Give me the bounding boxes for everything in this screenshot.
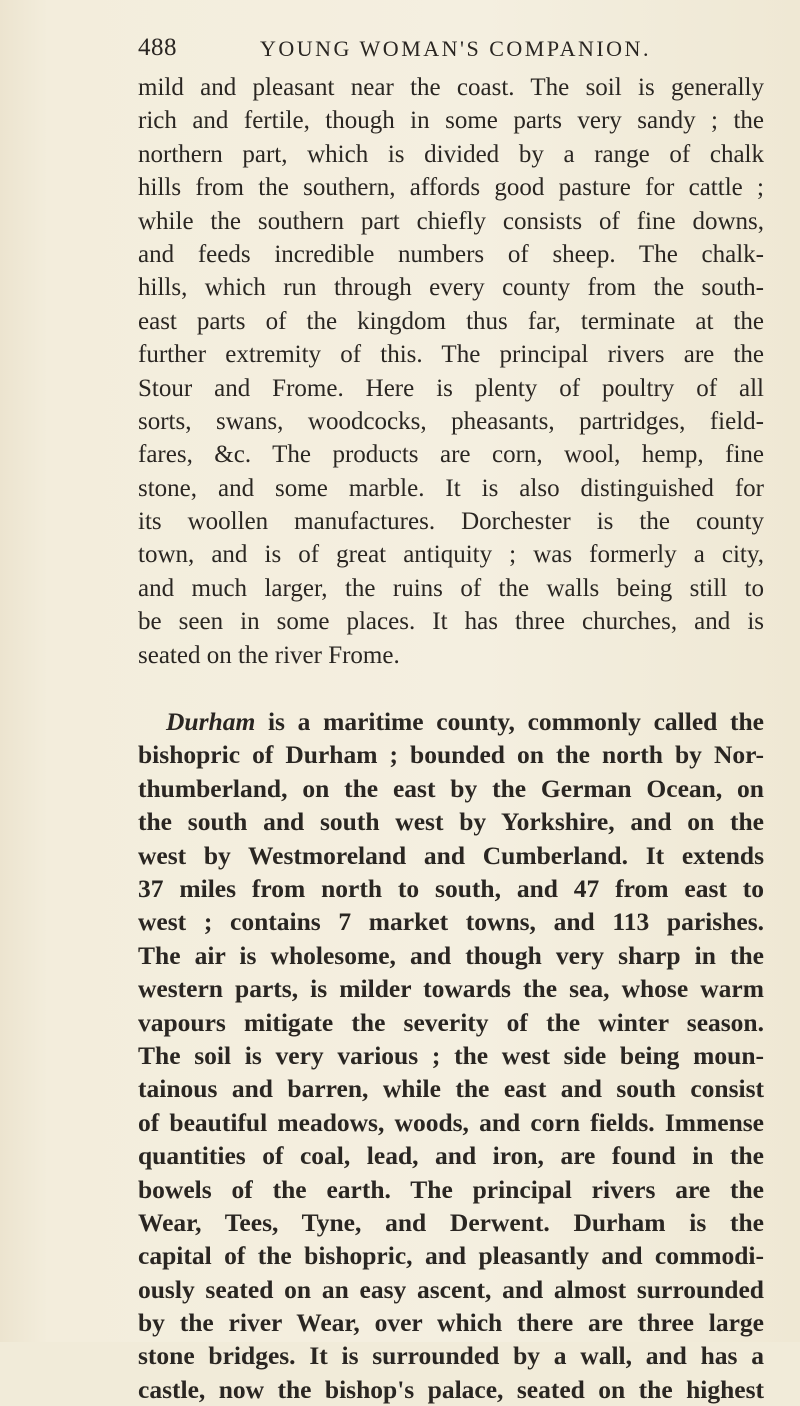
text-line: west ; contains 7 market towns, and 113 parishes. [138,907,764,937]
text-line: Wear, Tees, Tyne, and Derwent. Durham is the [138,1207,764,1237]
paragraph-durham [138,705,764,1406]
text-line: its woollen manufactures. Dorchester is the county [138,508,764,536]
text-line: of beautiful meadows, woods, and corn fields. Immense [138,1107,764,1137]
text-line: quantities of coal, lead, and iron, are found in the [138,1141,764,1171]
text-line: west by Westmoreland and Cumberland. It extends [138,840,764,870]
text-line: seated on the river Frome. [138,641,400,669]
text-line: thumberland, on the east by the German Ocean, on [138,773,764,803]
text-line: be seen in some places. It has three churches, and is [138,608,764,636]
text-line: the south and south west by Yorkshire, and on the [138,807,764,837]
text-line: stone, and some marble. It is also distinguished for [138,474,764,502]
text-line: east parts of the kingdom thus far, terminate at the [138,307,764,335]
text-line: mild and pleasant near the coast. The soil is generally [138,74,764,101]
paragraph-dorset [138,71,764,672]
text-line: western parts, is milder towards the sea, whose warm [138,974,764,1004]
text-line: and much larger, the ruins of the walls being still to [138,574,764,602]
text-line: Stour and Frome. Here is plenty of poultry of all [138,374,764,402]
text-line: vapours mitigate the severity of the winter season. [138,1007,764,1037]
text-line: sorts, swans, woodcocks, pheasants, partridges, field- [138,407,764,435]
page-header [138,26,758,66]
body-text [138,71,764,1406]
text-line: fares, &c. The products are corn, wool, hemp, fine [138,441,764,469]
page-number: 488 [138,34,177,61]
text-line-rest: is a maritime county, commonly called the [255,707,764,737]
text-line: hills from the southern, affords good pasture for cattle ; [138,174,764,202]
text-line: hills, which run through every county from the south- [138,274,764,302]
text-line: by the river Wear, over which there are three large [138,1308,764,1338]
lead-word: Durham [166,707,256,737]
text-line: bowels of the earth. The principal rivers are the [138,1174,764,1204]
text-line: capital of the bishopric, and pleasantly and commodi- [138,1241,764,1271]
paragraph-gap [138,672,764,705]
text-line: while the southern part chiefly consists of fine downs, [138,207,764,235]
text-line: town, and is of great antiquity ; was formerly a city, [138,541,764,569]
text-line: bishopric of Durham ; bounded on the north by Nor- [138,740,764,770]
text-line: further extremity of this. The principal rivers are the [138,341,764,369]
text-line: The air is wholesome, and though very sharp in the [138,940,764,970]
text-line: tainous and barren, while the east and south consist [138,1074,764,1104]
text-line: castle, now the bishop's palace, seated on the highest [138,1374,764,1404]
text-line: stone bridges. It is surrounded by a wall, and has a [138,1341,764,1371]
text-line: northern part, which is divided by a range of chalk [138,140,764,168]
text-line: ously seated on an easy ascent, and almost surrounded [138,1274,764,1304]
running-title: YOUNG WOMAN'S COMPANION. [260,36,651,61]
text-line: 37 miles from north to south, and 47 from east to [138,873,764,903]
text-line: and feeds incredible numbers of sheep. The chalk- [138,240,764,268]
text-line-first [138,705,764,738]
text-line: The soil is very various ; the west side being moun- [138,1040,764,1070]
text-line: rich and fertile, though in some parts very sandy ; the [138,107,764,135]
